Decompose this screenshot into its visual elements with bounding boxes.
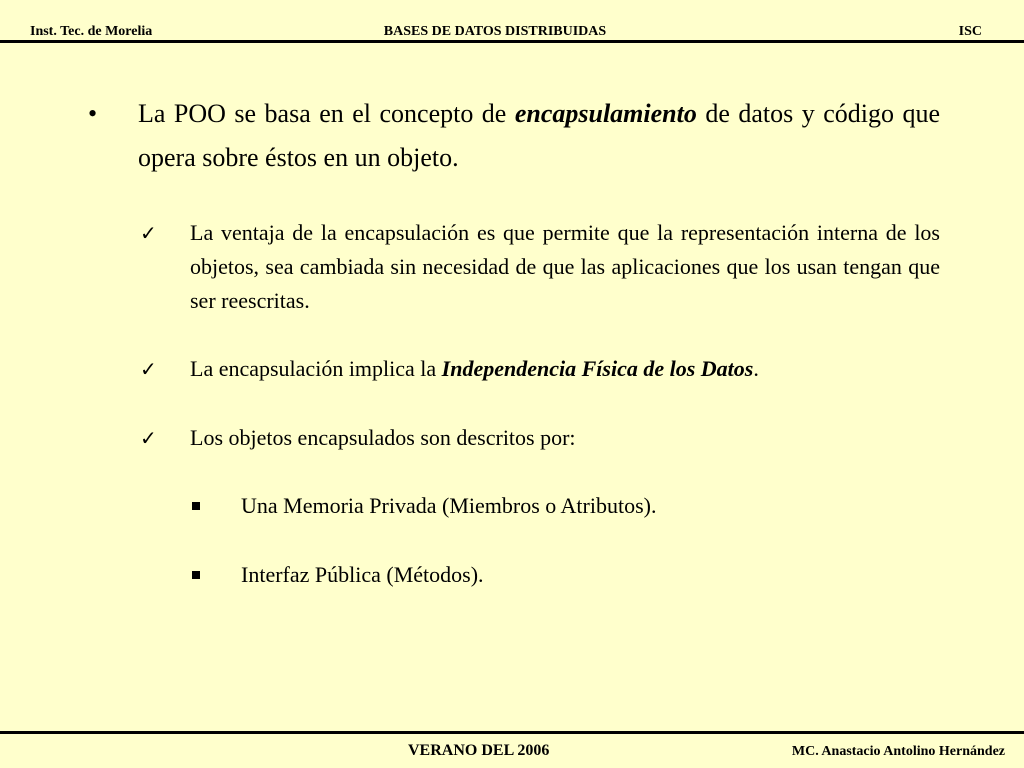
checkmark-icon: ✓ — [140, 221, 157, 245]
header-divider — [0, 40, 1024, 43]
check-item-independence — [140, 352, 940, 386]
footer-term: VERANO DEL 2006 — [408, 742, 550, 759]
square-bullet-icon — [192, 558, 200, 592]
check-item-prefix: La encapsulación implica la — [190, 356, 442, 381]
check-item-described-by — [140, 421, 940, 455]
check-item-text: Los objetos encapsulados son descritos por: — [190, 425, 576, 450]
check-item-emphasis: Independencia Física de los Datos — [441, 356, 754, 381]
header-program: ISC — [958, 24, 982, 39]
bullet-main-text — [138, 92, 940, 180]
sub-item-public-interface — [192, 558, 932, 592]
bullet-main-suffix: de datos y código que opera sobre éstos en un objeto. — [138, 99, 940, 172]
footer-author: MC. Anastacio Antolino Hernández — [791, 744, 1005, 759]
sub-item-text: Interfaz Pública (Métodos). — [241, 562, 484, 587]
bullet-dot-icon: • — [88, 99, 98, 128]
bullet-main-emphasis: encapsulamiento — [514, 99, 697, 128]
check-item-text: La ventaja de la encapsulación es que permite que la representación interna de los objetos, sea cambiada sin necesidad de que las aplicaciones que los usan tengan que ser reescritas. — [190, 220, 940, 313]
footer-divider — [0, 731, 1024, 734]
header-institution: Inst. Tec. de Morelia — [30, 24, 153, 39]
bullet-main-prefix: La POO se basa en el concepto de — [138, 99, 515, 128]
check-item-suffix: . — [753, 356, 759, 381]
check-item-advantage — [140, 216, 940, 318]
square-bullet-icon — [192, 489, 200, 523]
checkmark-icon: ✓ — [140, 357, 157, 381]
sub-item-text: Una Memoria Privada (Miembros o Atributos). — [241, 493, 657, 518]
checkmark-icon: ✓ — [140, 426, 157, 450]
check-item-text — [190, 352, 940, 386]
header-course-title: BASES DE DATOS DISTRIBUIDAS — [383, 24, 607, 39]
bullet-main — [88, 92, 940, 180]
sub-item-private-memory — [192, 489, 932, 523]
